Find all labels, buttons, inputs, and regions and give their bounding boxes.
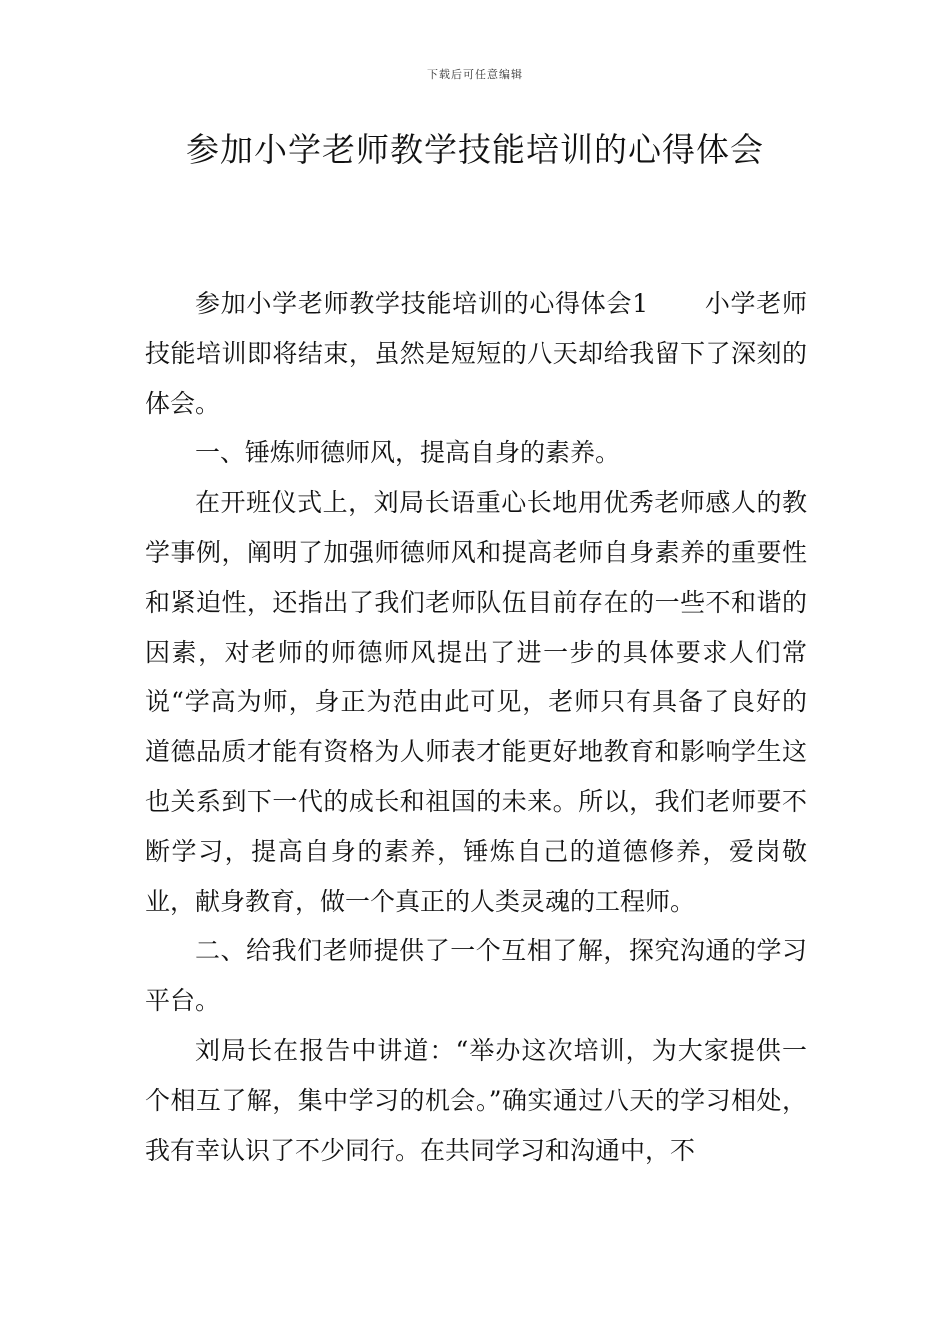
document-title: 参加小学老师教学技能培训的心得体会 <box>186 130 764 169</box>
paragraph-section-2-body: 刘局长在报告中讲道：“举办这次培训，为大家提供一个相互了解，集中学习的机会。”确实通过八天的学习相处，我有幸认识了不少同行。在共同学习和沟通中，不 <box>145 1035 807 1165</box>
intro-text: 小学老师技能培训即将结束，虽然是短短的八天却给我留下了深刻的体会。 <box>145 289 807 418</box>
intro-heading: 参加小学老师教学技能培训的心得体会1 <box>195 289 649 318</box>
paragraph-section-2-heading: 二、给我们老师提供了一个互相了解，探究沟通的学习平台。 <box>145 936 807 1016</box>
header-note: 下载后可任意编辑 <box>427 68 523 81</box>
document-body <box>145 279 807 1175</box>
paragraph-section-1-body: 在开班仪式上，刘局长语重心长地用优秀老师感人的教学事例，阐明了加强师德师风和提高老师自身素养的重要性和紧迫性，还指出了我们老师队伍目前存在的一些不和谐的因素，对老师的师德师风提出了进一步的具体要求人们常说“学高为师，身正为范由此可见，老师只有具备了良好的道德品质才能有资格为人师表才能更好地教育和影响学生这也关系到下一代的成长和祖国的未来。所以，我们老师要不断学习，提高自身的素养，锤炼自己的道德修养，爱岗敬业，献身教育，做一个真正的人类灵魂的工程师。 <box>145 488 807 916</box>
paragraph-section-1-heading: 一、锤炼师德师风，提高自身的素养。 <box>195 438 621 468</box>
intro-paragraph <box>145 279 807 428</box>
